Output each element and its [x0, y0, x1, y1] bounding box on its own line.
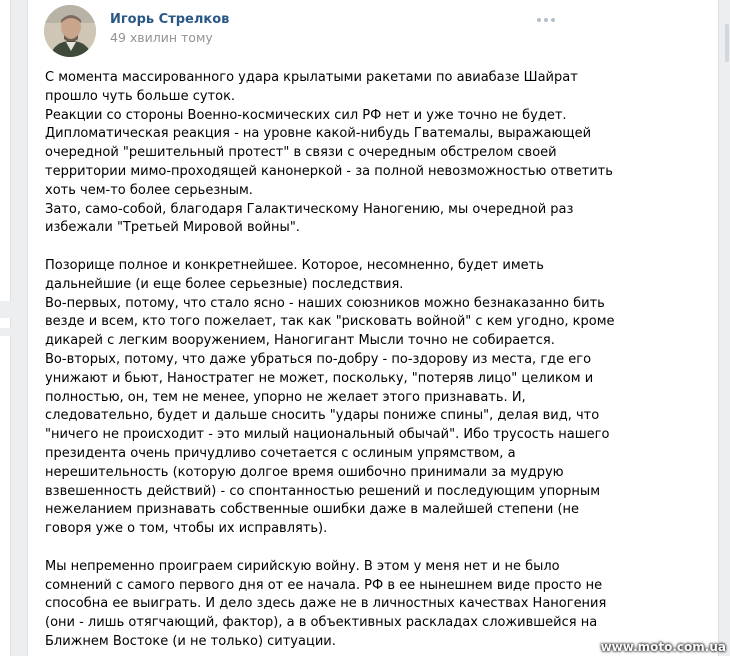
- post-text-line: Дипломатическая реакция - на уровне какой-нибудь Гватемалы, выражающей: [45, 126, 592, 142]
- left-card: [0, 336, 11, 656]
- page-scrollbar[interactable]: [724, 0, 730, 656]
- post-timestamp[interactable]: 49 хвилин тому: [110, 30, 213, 45]
- post-text-line: везде и всем, кто того пожелает, так как "рисковать войной" с кем угодно, кроме: [45, 314, 615, 330]
- post-text-line: Во-вторых, потому, что даже убраться по-добру - по-здорову из места, где его: [45, 351, 592, 367]
- post-text-line: С момента массированного удара крылатыми ракетами по авиабазе Шайрат: [45, 70, 578, 85]
- post-text-line: унижают и бьют, Наностратег не может, поскольку, "потеряв лицо" целиком и: [45, 370, 594, 386]
- post-text-line: хоть чем-то более серьезным.: [45, 182, 253, 198]
- post-text-line: сомнений с самого первого дня от ее начала. РФ в ее нынешнем виде просто не: [45, 577, 603, 593]
- left-card: [0, 318, 11, 328]
- post-text-line: Ближнем Востоке (и не только) ситуации.: [45, 633, 336, 649]
- paragraph-gap: [45, 539, 705, 558]
- author-avatar[interactable]: [44, 5, 96, 57]
- left-card: [0, 0, 11, 301]
- paragraph-gap: [45, 238, 705, 257]
- post-text-line: способна ее выиграть. И дело здесь даже не в личностных качествах Наногения: [45, 596, 607, 612]
- post-text-line: очередной "решительный протест" в связи с очередным обстрелом своей: [45, 145, 557, 161]
- avatar-photo-icon: [44, 5, 96, 57]
- wall-post: [27, 0, 719, 656]
- left-column: [0, 0, 11, 656]
- post-text-line: избежали "Третьей Мировой войны".: [45, 220, 300, 236]
- post-text-line: полностью, он, тем не менее, упорно не желает этого признавать. И,: [45, 389, 526, 405]
- post-text-line: говоря уже о том, чтобы их исправлять).: [45, 521, 328, 537]
- post-text-line: нежеланием признавать собственные ошибки даже в малейшей степени (не: [45, 502, 580, 518]
- post-text-line: Зато, само-собой, благодаря Галактическому Наногению, мы очередной раз: [45, 201, 574, 217]
- post-text-line: взвешенность действий) - со спонтанностью решений и последующим упорным: [45, 483, 601, 499]
- post-text: [45, 69, 705, 652]
- post-author-link[interactable]: Игорь Стрелков: [110, 12, 230, 27]
- watermark: www.moto.com.ua: [600, 640, 726, 654]
- ellipsis-icon[interactable]: [535, 14, 557, 26]
- post-text-line: нерешительность (которую долгое время ошибочно принимали за мудрую: [45, 464, 564, 480]
- scrollbar-thumb[interactable]: [725, 24, 729, 62]
- post-text-line: Мы непременно проиграем сирийскую войну. В этом у меня нет и не было: [45, 558, 560, 574]
- post-text-line: Позорище полное и конкретнейшее. Которое, несомненно, будет иметь: [45, 257, 544, 273]
- post-text-line: прошло чуть больше суток.: [45, 88, 236, 104]
- post-text-line: следовательно, будет и дальше сносить "удары пониже спины", делая вид, что: [45, 408, 600, 424]
- post-text-line: (они - лишь отягчающий, фактор), а в объективных раскладах сложившейся на: [45, 615, 598, 631]
- post-text-line: Реакции со стороны Военно-космических сил РФ нет и уже точно не будет.: [45, 107, 567, 123]
- post-text-line: территории мимо-проходящей канонеркой - за полной невозможностью ответить: [45, 163, 613, 179]
- post-text-line: дальнейшие (и еще более серьезные) последствия.: [45, 276, 404, 292]
- post-text-line: президента очень причудливо сочетается с ослиным упрямством, а: [45, 445, 516, 461]
- post-text-line: дикарей с легким вооружением, Наногигант Мысли точно не собирается.: [45, 333, 555, 349]
- post-text-line: Во-первых, потому, что стало ясно - наших союзников можно безнаказанно бить: [45, 295, 605, 311]
- post-text-line: "ничего не происходит - это милый национальный обычай". Ибо трусость нашего: [45, 427, 610, 443]
